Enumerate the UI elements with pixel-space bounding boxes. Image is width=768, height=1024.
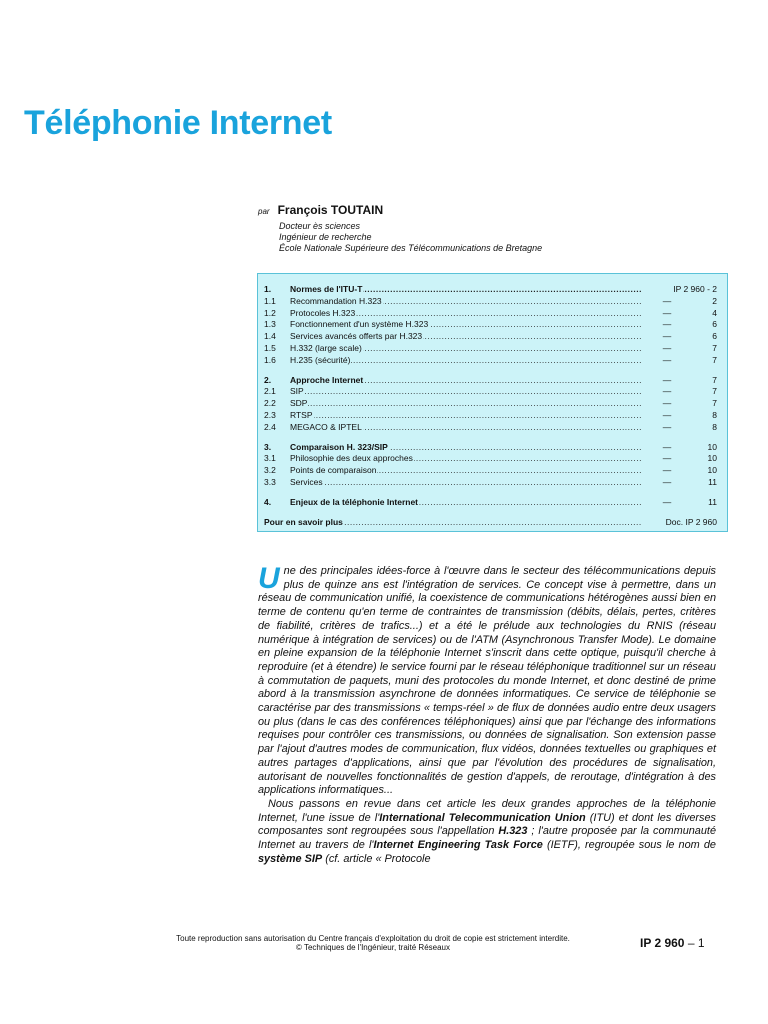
toc-number: 1.5 <box>264 342 276 353</box>
toc-row[interactable] <box>264 296 717 308</box>
toc-number: 3.1 <box>264 453 276 464</box>
credential-institution: École Nationale Supérieure des Télécommunications de Bretagne <box>279 243 543 253</box>
page-number: 1 <box>697 936 705 950</box>
toc-section-1 <box>264 284 717 367</box>
toc-dash: — <box>662 374 672 385</box>
toc-row[interactable] <box>264 497 717 509</box>
toc-row[interactable] <box>264 331 717 343</box>
toc-page: 2 <box>712 295 717 306</box>
toc-page: 7 <box>712 342 717 353</box>
toc-number: 1.6 <box>264 354 276 365</box>
toc-dash: — <box>662 476 672 487</box>
toc-dash: — <box>662 386 672 397</box>
toc-page: 8 <box>712 421 717 432</box>
toc-number: 3.2 <box>264 465 276 476</box>
toc-label: Services avancés offerts par H.323 <box>290 331 423 342</box>
paragraph-intro <box>258 562 716 798</box>
toc-row[interactable] <box>264 319 717 331</box>
text-run: (ITU) et dont les diverses composantes sont regroupées sous l'appellation <box>258 811 716 838</box>
toc-row[interactable] <box>264 477 717 489</box>
toc-reference: IP 2 960 - 2 <box>673 284 717 294</box>
toc-number: 2.1 <box>264 386 276 397</box>
toc-label: RTSP <box>290 409 313 420</box>
toc-page: 10 <box>707 465 717 476</box>
toc-dash: — <box>662 496 672 507</box>
toc-label: Philosophie des deux approches <box>290 453 413 464</box>
toc-number: 1.1 <box>264 295 276 306</box>
toc-label: SIP <box>290 386 304 397</box>
toc-dash: — <box>662 441 672 452</box>
toc-label: Fonctionnement d'un système H.323 <box>290 319 429 330</box>
toc-label: Comparaison H. 323/SIP <box>290 441 388 452</box>
toc-number: 1.4 <box>264 331 276 342</box>
author-block <box>258 203 738 254</box>
text-run: Nous passons en revue dans cet article les deux grandes approches de la téléphonie Internet, l'une issue de l' <box>258 797 716 824</box>
page-code: IP 2 960 <box>640 936 685 950</box>
paragraph-overview <box>258 798 716 867</box>
toc-row[interactable] <box>264 465 717 477</box>
toc-section-3 <box>264 442 717 489</box>
toc-row[interactable] <box>264 398 717 410</box>
toc-page: 6 <box>712 331 717 342</box>
toc-page: 11 <box>708 496 717 507</box>
toc-dash: — <box>662 421 672 432</box>
toc-dash: — <box>662 331 672 342</box>
toc-dash: — <box>662 354 672 365</box>
toc-number: 1. <box>264 284 272 294</box>
term-itu: International Telecommunication Union <box>379 811 586 824</box>
toc-label: Points de comparaison <box>290 465 377 476</box>
toc-label: H.332 (large scale) <box>290 342 362 353</box>
article-body <box>258 562 716 866</box>
term-h323: H.323 <box>498 825 528 838</box>
toc-label: Pour en savoir plus <box>264 516 343 527</box>
page-title: Téléphonie Internet <box>24 104 332 142</box>
toc-label: H.235 (sécurité) <box>290 354 351 365</box>
drop-cap: U <box>258 562 280 595</box>
toc-label: Protocoles H.323 <box>290 307 356 318</box>
toc-page: 8 <box>712 409 717 420</box>
toc-page: 7 <box>712 386 717 397</box>
toc-page: 7 <box>712 398 717 409</box>
toc-label: Approche Internet <box>290 374 364 385</box>
toc-page: 7 <box>712 354 717 365</box>
copyright-line: © Techniques de l'Ingénieur, traité Réseaux <box>295 943 451 952</box>
table-of-contents <box>257 273 728 532</box>
toc-row-bibliography[interactable] <box>264 517 717 529</box>
toc-row[interactable] <box>264 343 717 355</box>
toc-page: 10 <box>707 441 717 452</box>
toc-page: 10 <box>707 453 717 464</box>
credential-degree: Docteur ès sciences <box>279 221 361 231</box>
page-separator: – <box>684 936 698 950</box>
text-run: ; l'autre proposée par la communauté Internet au travers de l' <box>258 825 716 852</box>
toc-label: Services <box>290 476 323 487</box>
toc-label: MEGACO & IPTEL <box>290 421 362 432</box>
toc-page: 4 <box>712 307 717 318</box>
text-run: (IETF), regroupée sous le nom de <box>542 839 716 852</box>
toc-label: Recommandation H.323 <box>290 295 382 306</box>
toc-dash: — <box>662 307 672 318</box>
toc-dash: — <box>662 342 672 353</box>
toc-page: 6 <box>712 319 717 330</box>
toc-label: Enjeux de la téléphonie Internet <box>290 496 418 507</box>
toc-row[interactable] <box>264 308 717 320</box>
toc-number: 3. <box>264 441 272 452</box>
term-sip: système SIP <box>258 852 323 865</box>
toc-row[interactable] <box>264 375 717 387</box>
toc-row[interactable] <box>264 386 717 398</box>
toc-dash: — <box>662 453 672 464</box>
toc-row[interactable] <box>264 453 717 465</box>
page-reference <box>640 936 705 950</box>
toc-label: Normes de l'ITU-T <box>290 284 363 294</box>
author-credentials <box>279 221 738 254</box>
toc-number: 4. <box>264 496 272 507</box>
toc-number: 2.2 <box>264 398 276 409</box>
toc-reference: Doc. IP 2 960 <box>665 516 717 527</box>
toc-row[interactable] <box>264 422 717 434</box>
toc-section-4 <box>264 497 717 509</box>
toc-dash: — <box>662 398 672 409</box>
toc-dash: — <box>662 409 672 420</box>
toc-number: 2.3 <box>264 409 276 420</box>
toc-section-2 <box>264 375 717 434</box>
toc-row[interactable] <box>264 410 717 422</box>
toc-dash: — <box>662 319 672 330</box>
toc-row[interactable] <box>264 284 717 296</box>
paragraph-text: ne des principales idées-force à l'œuvre dans le secteur des télécommunications depuis plus de quinze ans est l'intégration de services. Ce concept vise à permettre, dans un réseau de communication unifié, la coexistence de communications hétérogènes aussi bien en terme de contenu qu'en terme de contraintes de transmission (débits, délais, pertes, critères de fiabilité, critères de trafics...) et a été le prélude aux technologies du RNIS (réseau numérique à intégration de services) ou de l'ATM (Asynchronous Transfer Mode). Le domaine en pleine expansion de la téléphonie Internet s'inscrit dans cette optique, puisqu'il cherche à reproduire (et à étendre) le service fourni par le réseau téléphonique traditionnel sur un réseau à commutation de paquets, muni des protocoles du monde Internet, et donc destiné de prime abord à la transmission asynchrone de données informatiques. Ce service de téléphonie se caractérise par des transmissions « temps-réel » de flux de données audio entre deux usagers ou plus (dans le cas des conférences téléphoniques) ainsi que par l'échange des informations requises pour contrôler ces transmissions, ou données de signalisation. Son extension passe par l'ajout d'autres modes de communication, flux vidéos, données textuelles ou graphiques et autres partages d'applications, ainsi que par l'évolution des procédures de signalisation, autorisant de nouvelles fonctionnalités de gestion d'appels, de reroutage, d'intégration à des applications informatiques... <box>258 565 716 797</box>
toc-page: 7 <box>712 374 717 385</box>
toc-number: 1.3 <box>264 319 276 330</box>
text-run: (cf. article « Protocole <box>322 852 431 865</box>
toc-dash: — <box>662 295 672 306</box>
toc-number: 1.2 <box>264 307 276 318</box>
credential-position: Ingénieur de recherche <box>279 232 372 242</box>
author-name: François TOUTAIN <box>277 203 384 217</box>
toc-label: SDP <box>290 398 308 409</box>
copyright-notice: Toute reproduction sans autorisation du Centre français d'exploitation du droit de copie est strictement interdite. <box>176 934 570 943</box>
toc-row[interactable] <box>264 442 717 454</box>
author-line <box>258 203 738 217</box>
toc-row[interactable] <box>264 355 717 367</box>
toc-page: 11 <box>708 476 717 487</box>
author-prefix: par <box>258 207 270 216</box>
term-ietf: Internet Engineering Task Force <box>373 839 543 852</box>
toc-dash: — <box>662 465 672 476</box>
toc-number: 2.4 <box>264 421 276 432</box>
toc-number: 3.3 <box>264 476 276 487</box>
toc-number: 2. <box>264 374 272 385</box>
